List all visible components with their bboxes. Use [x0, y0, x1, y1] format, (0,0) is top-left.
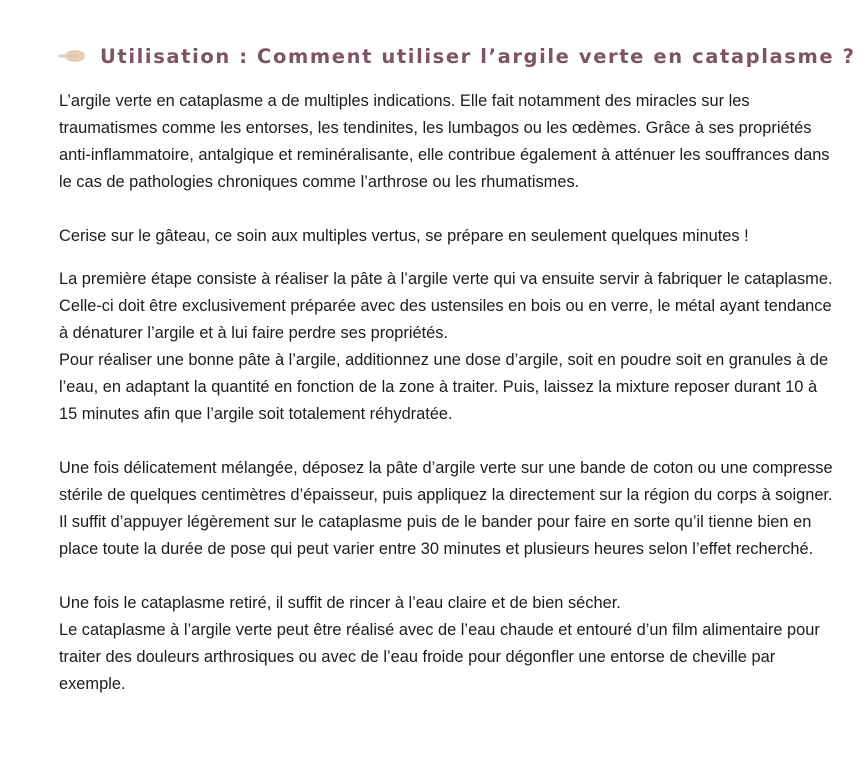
- paragraph-variants: Le cataplasme à l’argile verte peut être réalisé avec de l’eau chaude et entouré d’un film alimentaire pour traiter des douleurs arthrosiques ou avec de l’eau froide pour dégonfler une entorse de cheville par exemple.: [59, 621, 820, 693]
- section-title: Utilisation : Comment utiliser l’argile verte en cataplasme ?: [100, 44, 856, 68]
- paragraph-removal: Une fois le cataplasme retiré, il suffit de rincer à l’eau claire et de bien sécher.: [59, 594, 621, 612]
- section-heading: [59, 38, 856, 74]
- paragraph-quick-prep: Cerise sur le gâteau, ce soin aux multiples vertus, se prépare en seulement quelques minutes !: [59, 227, 749, 245]
- article-section: [59, 38, 856, 698]
- paragraph-first-step: La première étape consiste à réaliser la pâte à l’argile verte qui va ensuite servir à fabriquer le cataplasme. Celle-ci doit être exclusivement préparée avec des ustensiles en bois ou en verre, le métal ayant tendance à dénaturer l’argile et à lui faire perdre ses propriétés.: [59, 270, 833, 342]
- leaf-icon: [59, 47, 87, 65]
- paragraph-application: Une fois délicatement mélangée, déposez la pâte d’argile verte sur une bande de coton ou une compresse stérile de quelques centimètres d’épaisseur, puis appliquez la directement sur la région du corps à soigner. Il suffit d’appuyer légèrement sur le cataplasme puis de le bander pour faire en sorte qu’il tienne bien en place toute la durée de pose qui peut varier entre 30 minutes et plusieurs heures selon l’effet recherché.: [59, 459, 833, 558]
- article-body: [59, 88, 839, 698]
- paragraph-paste-recipe: Pour réaliser une bonne pâte à l’argile, additionnez une dose d’argile, soit en poudre soit en granules à de l’eau, en adaptant la quantité en fonction de la zone à traiter. Puis, laissez la mixture reposer durant 10 à 15 minutes afin que l’argile soit totalement réhydratée.: [59, 351, 829, 423]
- paragraph-indications: L’argile verte en cataplasme a de multiples indications. Elle fait notamment des miracles sur les traumatismes comme les entorses, les tendinites, les lumbagos ou les œdèmes. Grâce à ses propriétés anti-inflammatoire, antalgique et reminéralisante, elle contribue également à atténuer les souffrances dans le cas de pathologies chroniques comme l’arthrose ou les rhumatismes.: [59, 92, 830, 191]
